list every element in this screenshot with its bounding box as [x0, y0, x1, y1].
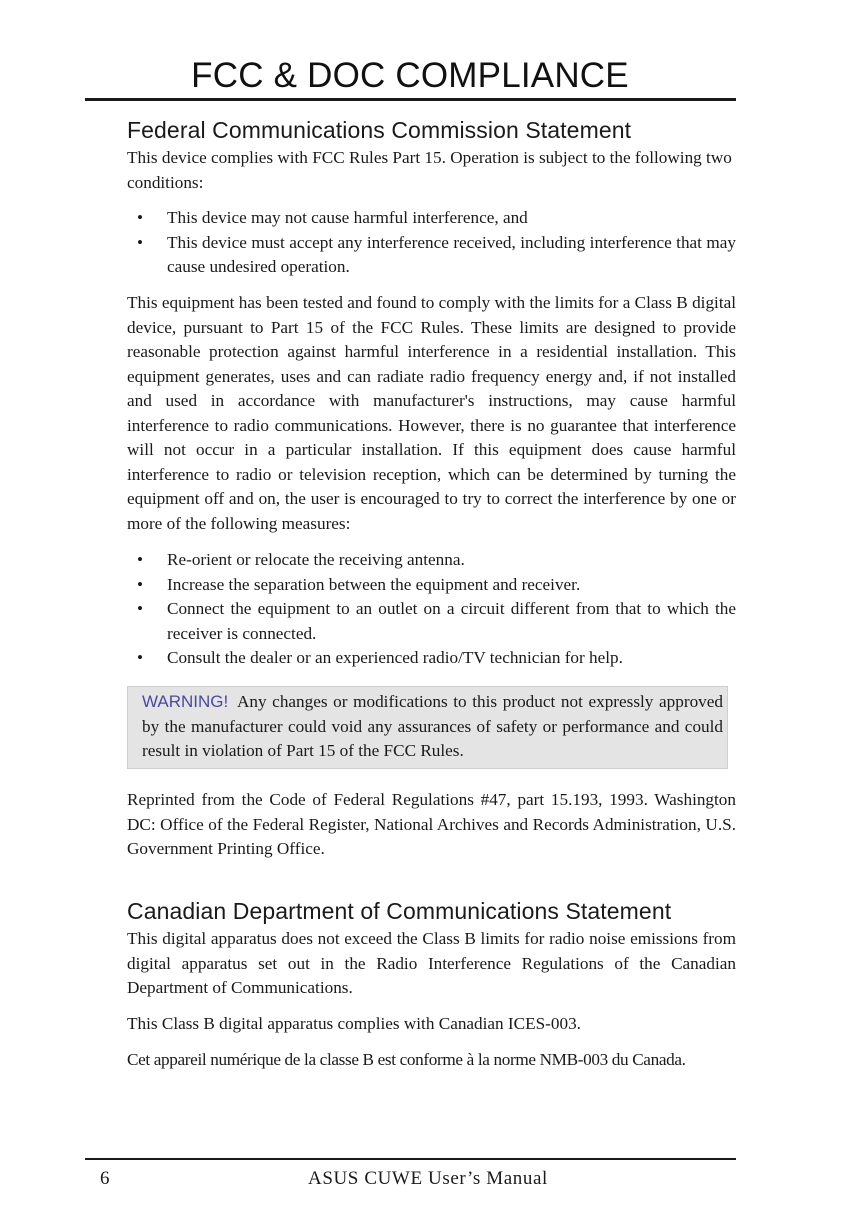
page-title: FCC & DOC COMPLIANCE — [191, 56, 629, 95]
fcc-intro: This device complies with FCC Rules Part 15. Operation is subject to the following two conditions: — [127, 148, 732, 192]
bullet-icon: • — [137, 232, 144, 252]
list-item: • Connect the equipment to an outlet on a circuit different from that to which the receiver is connected. — [137, 599, 736, 643]
fcc-heading: Federal Communications Commission Statement — [127, 117, 632, 143]
list-item: • This device must accept any interference received, including interference that may cause undesired operation. — [137, 232, 736, 276]
warning-label: WARNING! — [142, 692, 229, 711]
list-item: • This device may not cause harmful interference, and — [127, 206, 736, 231]
bullet-icon: • — [137, 648, 144, 667]
fcc-body: This equipment has been tested and found to comply with the limits for a Class B digital device, pursuant to Part 15 of the FCC Rules. These limits are designed to provide reasonable protection against harmful interference in a residential installation. This equipment generates, uses and can radiate radio frequency energy and, if not installed and used in accordance with manufacturer's instructions, may cause harmful interference to radio communications. However, there is no guarantee that interference will not occur in a particular installation. If this equipment does cause harmful interference to radio or television reception, which can be determined by turning the equipment off and on, the user is encouraged to try to correct the interference by one or more of the following measures: — [127, 293, 736, 533]
list-item: • Increase the separation between the equipment and receiver. — [127, 573, 736, 598]
reprint-note: Reprinted from the Code of Federal Regulations #47, part 15.193, 1993. Washington DC: Office of the Federal Register, National Archives and Records Administration, U.S. Government Printing Office. — [127, 790, 736, 858]
footer-rule — [85, 1158, 736, 1160]
manual-title: ASUS CUWE User’s Manual — [308, 1168, 548, 1189]
fcc-conditions-list — [127, 206, 736, 280]
fcc-measures-list — [127, 548, 736, 671]
list-item: • Consult the dealer or an experienced radio/TV technician for help. — [127, 646, 736, 671]
bullet-icon: • — [137, 208, 144, 227]
page-number: 6 — [100, 1168, 110, 1189]
bullet-icon: • — [137, 599, 144, 618]
doc-paragraph-2: This Class B digital apparatus complies with Canadian ICES-003. — [127, 1014, 581, 1033]
warning-box — [127, 686, 728, 769]
doc-heading: Canadian Department of Communications Statement — [127, 898, 672, 924]
warning-text-block — [142, 690, 723, 764]
warning-text: Any changes or modifications to this product not expressly approved by the manufacturer could void any assurances of safety or performance and could result in violation of Part 15 of the FCC Rules. — [142, 692, 723, 760]
title-rule — [85, 98, 736, 101]
bullet-icon: • — [137, 550, 144, 569]
list-item: • Re-orient or relocate the receiving antenna. — [127, 548, 736, 573]
bullet-icon: • — [137, 574, 144, 594]
doc-paragraph-1: This digital apparatus does not exceed the Class B limits for radio noise emissions from digital apparatus set out in the Radio Interference Regulations of the Canadian Department of Communications. — [127, 929, 736, 997]
doc-paragraph-3: Cet appareil numérique de la classe B est conforme à la norme NMB-003 du Canada. — [127, 1050, 686, 1069]
